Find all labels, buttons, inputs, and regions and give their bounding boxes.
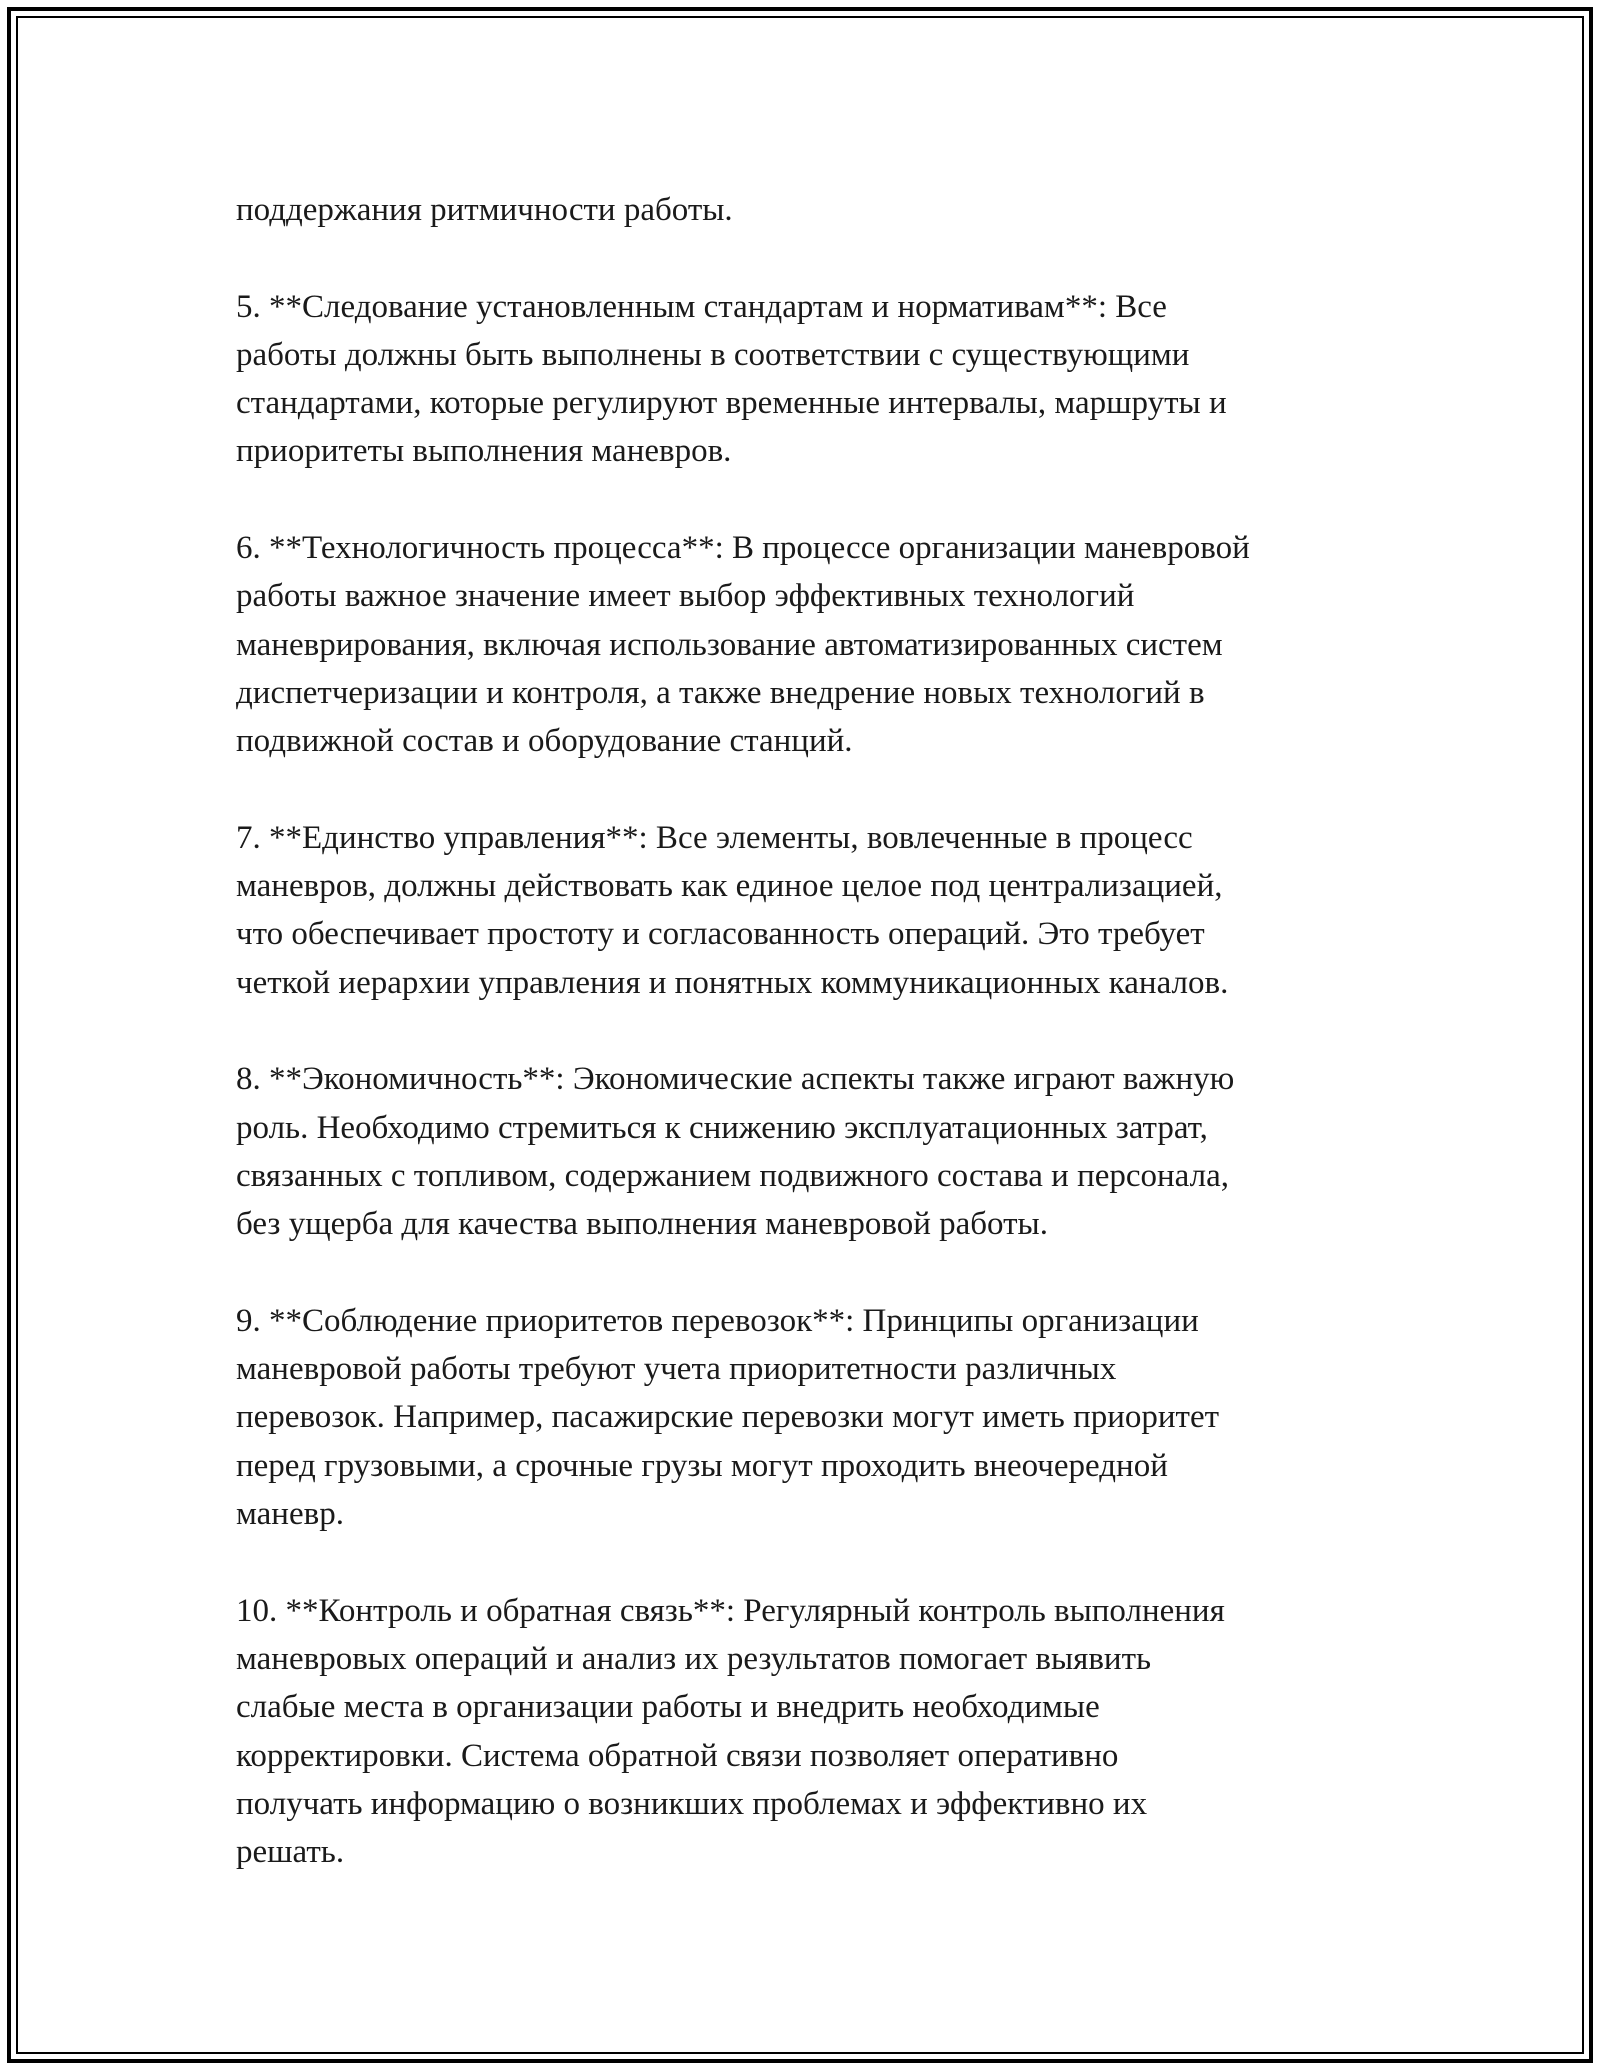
paragraph-item-8: 8. **Экономичность**: Экономические аспекты также играют важную роль. Необходимо стремиться к снижению эксплуатационных затрат, связанных с топливом, содержанием подвижного состава и персонала, без ущерба для качества выполнения маневровой работы. (236, 1061, 1235, 1243)
paragraph-item-9: 9. **Соблюдение приоритетов перевозок**: Принципы организации маневровой работы требуют учета приоритетности различных перевозок. Например, пасажирские перевозки могут иметь приоритет перед грузовыми, а срочные грузы могут проходить внеочередной маневр. (236, 1302, 1220, 1533)
paragraph-continuation: поддержания ритмичности работы. (236, 192, 733, 228)
paragraph-item-7: 7. **Единство управления**: Все элементы, вовлеченные в процесс маневров, должны действовать как единое целое под централизацией, что обеспечивает простоту и согласованность операций. Это требует четкой иерархии управления и понятных коммуникационных каналов. (236, 819, 1229, 1001)
paragraph-item-6: 6. **Технологичность процесса**: В процессе организации маневровой работы важное значение имеет выбор эффективных технологий маневрирования, включая использование автоматизированных систем диспетчеризации и контроля, а также внедрение новых технологий в подвижной состав и оборудование станций. (236, 530, 1250, 760)
paragraph-item-5: 5. **Следование установленным стандартам и нормативам**: Все работы должны быть выполнены в соответствии с существующими стандартами, которые регулируют временные интервалы, маршруты и приоритеты выполнения маневров. (236, 288, 1227, 470)
paragraph-item-10: 10. **Контроль и обратная связь**: Регулярный контроль выполнения маневровых операций и анализ их результатов помогает выявить слабые места в организации работы и внедрить необходимые корректировки. Система обратной связи позволяет оперативно получать информацию о возникших проблемах и эффективно их решать. (236, 1592, 1225, 1871)
document-body (236, 186, 1376, 1876)
